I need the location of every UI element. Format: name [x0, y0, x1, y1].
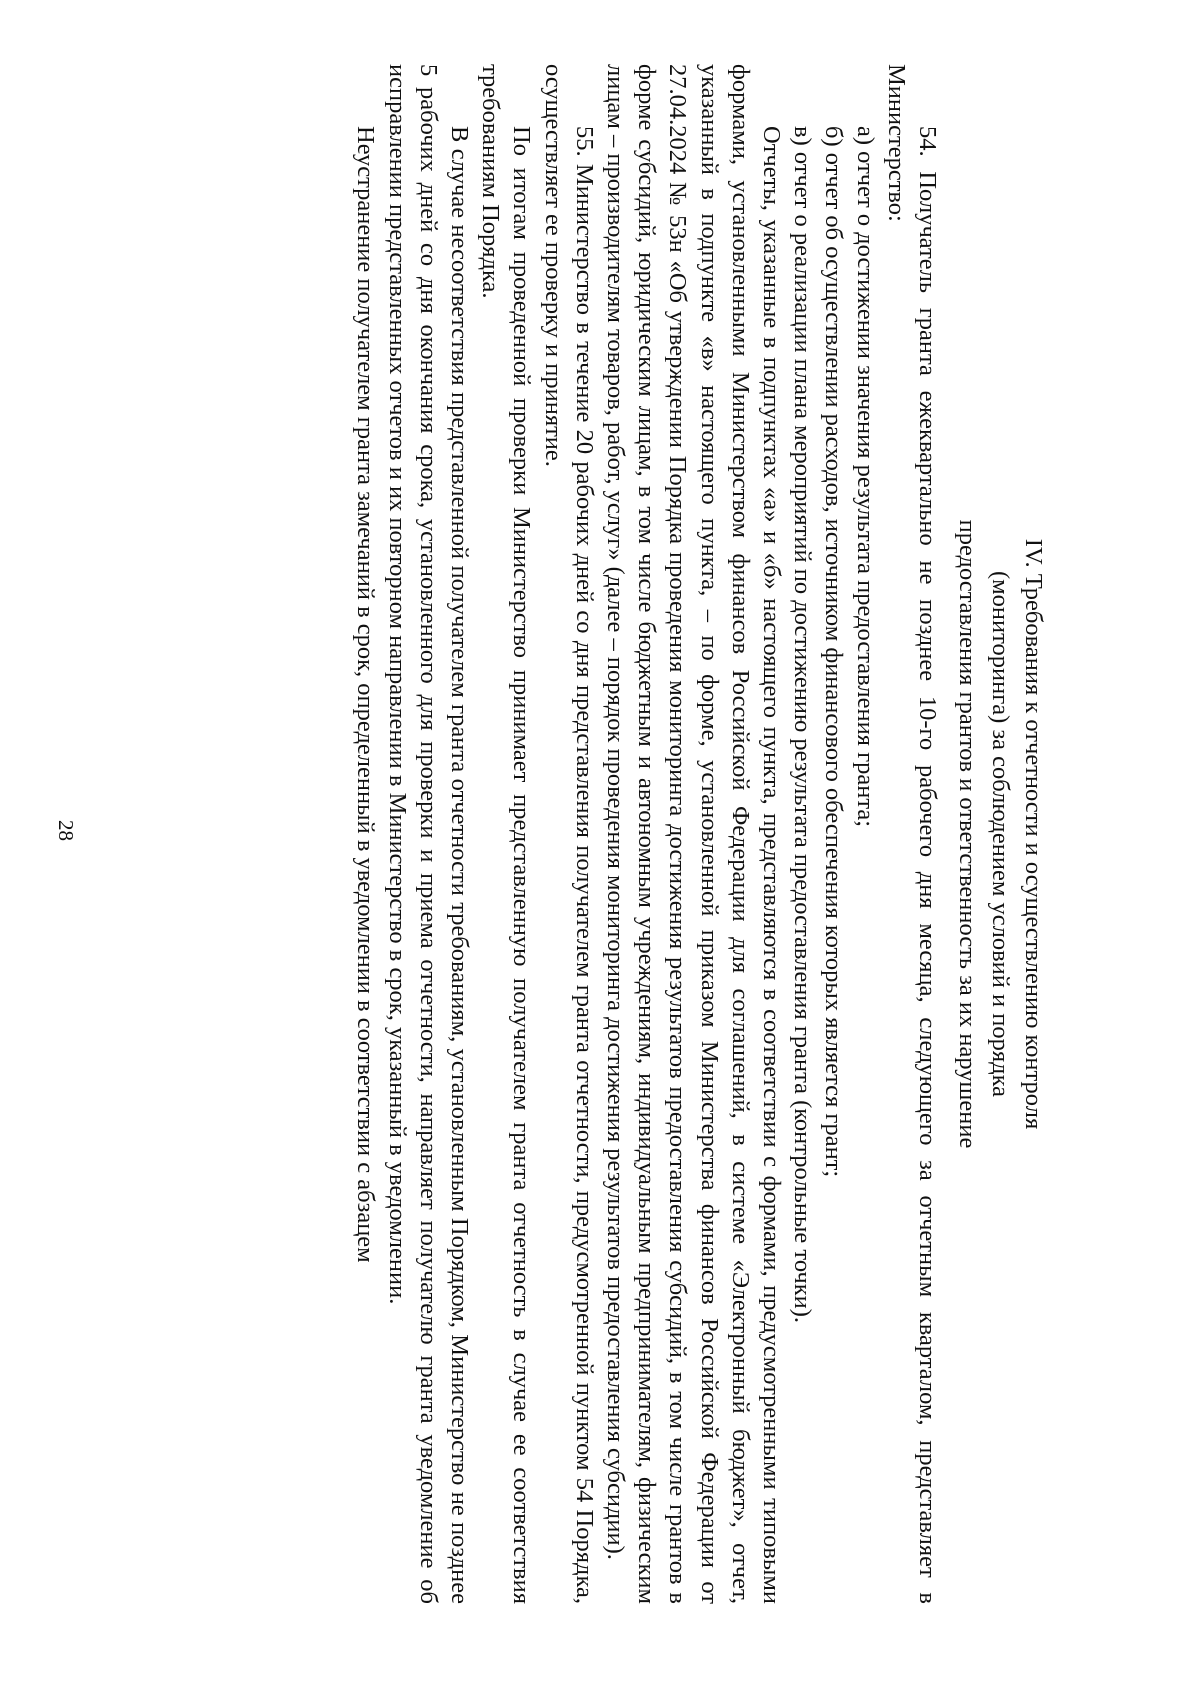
heading-line-1: IV. Требования к отчетности и осуществлению контроля [1020, 538, 1047, 1130]
paragraph-54-c: в) отчет о реализации плана мероприятий по достижению результата предоставления гранта (контрольные точки). [789, 126, 817, 1324]
paragraph-reports-forms: Отчеты, указанные в подпунктах «а» и «б» настоящего пункта, представляются в соответствии с формами, предусмотренными типовыми формами, установленными Министерством финансов Российской Федерации для соглашений, в системе «Электронный бюджет», отчет, указанный в подпункте «в» настоящего пункта, – по форме, установленной приказом Министерства финансов Российской Федерации от 27.04.2024 № 53н «Об утверждении Порядка проведения мониторинга достижения результатов предоставления субсидий, в том числе грантов в форме субсидий, юридическим лицам, в том числе бюджетным и автономным учреждениям, индивидуальным предпринимателям, физическим лицам – производителям товаров, работ, услуг» (далее – порядок проведения мониторинга достижения результатов предоставления субсидии). [601, 64, 785, 1604]
paragraph-nonremediation: Неустранение получателем гранта замечаний в срок, определенный в уведомлении в соответствии с абзацем [352, 126, 380, 1263]
heading-line-3: предоставления грантов и ответственность за их нарушение [954, 519, 981, 1149]
paragraph-54: 54. Получатель гранта ежеквартально не позднее 10-го рабочего дня месяца, следующего за отчетным кварталом, представляет в Министерство: [882, 64, 941, 1604]
paragraph-acceptance: По итогам проведенной проверки Министерство принимает представленную получателем гранта отчетность в случае ее соответствия требованиям Порядка. [477, 64, 536, 1604]
heading-line-2: (мониторинга) за соблюдением условий и порядка [987, 571, 1014, 1097]
rotated-document-page [240, 64, 1050, 1604]
paragraph-54-b: б) отчет об осуществлении расходов, источником финансового обеспечения которых является грант; [820, 126, 848, 1178]
section-heading [951, 64, 1050, 1604]
paragraph-nonconformity: В случае несоответствия представленной получателем гранта отчетности требованиям, установленным Порядком, Министерство не позднее 5 рабочих дней со дня окончания срока, установленного для проверки и приема отчетности, направляет получателю гранта уведомление об исправлении представленных отчетов и их повторном направлении в Министерство в срок, указанный в уведомлении. [383, 64, 473, 1604]
page-number-block [52, 820, 82, 880]
paragraph-54-a: а) отчет о достижении значения результата предоставления гранта; [851, 126, 879, 828]
page-number: 28 [54, 820, 78, 841]
paragraph-55: 55. Министерство в течение 20 рабочих дней со дня представления получателем гранта отчетности, предусмотренной пунктом 54 Порядка, осуществляет ее проверку и принятие. [539, 64, 598, 1604]
